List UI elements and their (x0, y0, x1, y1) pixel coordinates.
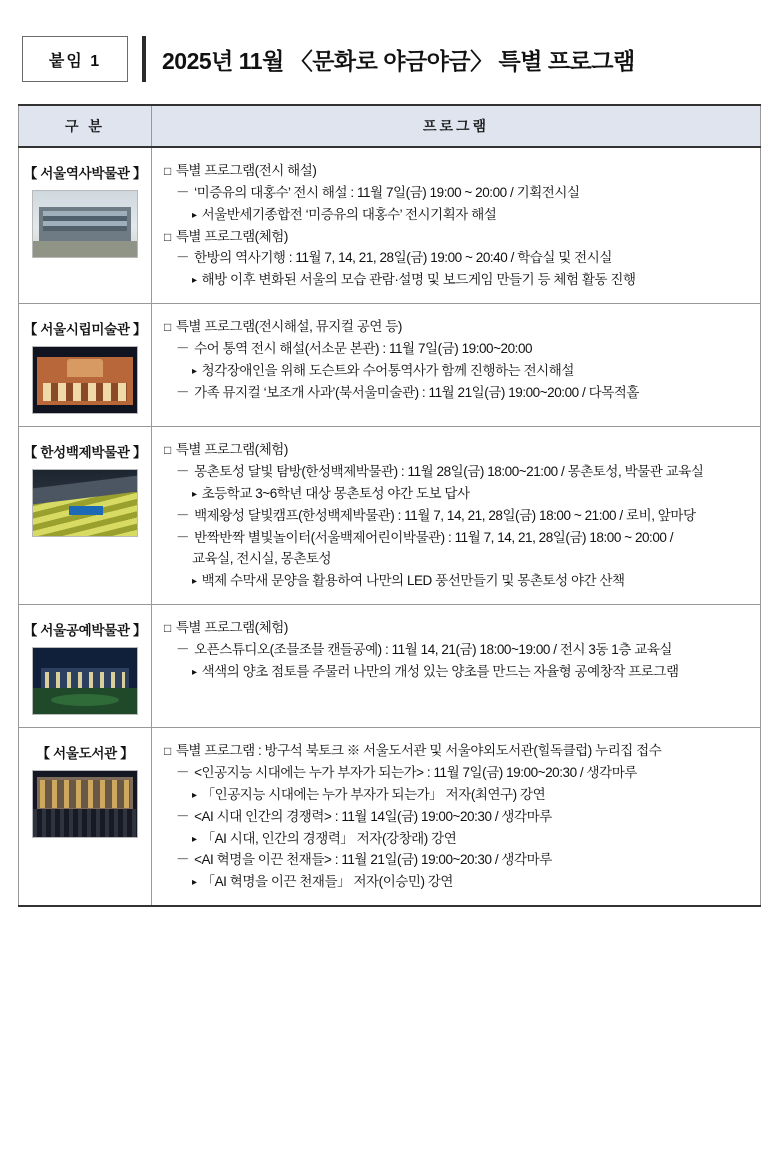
attachment-label: 붙임 1 (22, 36, 128, 82)
square-bullet-icon: □ (164, 320, 171, 335)
category-cell (19, 427, 152, 605)
dash-bullet-icon: － (176, 464, 190, 480)
museum-photo-seoul-art (32, 346, 138, 414)
museum-photo-hanseong-baekje (32, 469, 138, 537)
library-photo-seoul (32, 770, 138, 838)
column-header-program: 프로그램 (152, 105, 761, 147)
table-row (19, 147, 761, 304)
square-bullet-icon: □ (164, 229, 171, 244)
museum-photo-seoul-history (32, 190, 138, 258)
program-line: － 가족 뮤지컬 ‘보조개 사과’(북서울미술관) : 11월 21일(금) 19:00~20:00 / 다목적홀 (164, 382, 752, 404)
triangle-bullet-icon: ▸ (192, 275, 197, 287)
program-line: ▸ 「AI 혁명을 이끈 천재들」 저자(이승민) 강연 (164, 871, 752, 893)
program-cell (152, 304, 761, 427)
dash-bullet-icon: － (176, 765, 190, 781)
category-cell (19, 728, 152, 907)
category-cell (19, 304, 152, 427)
dash-bullet-icon: － (176, 529, 190, 545)
program-line: □ 특별 프로그램(전시해설, 뮤지컬 공연 등) (164, 316, 752, 338)
program-line: － 한방의 역사기행 : 11월 7, 14, 21, 28일(금) 19:00 ~ 20:40 / 학습실 및 전시실 (164, 247, 752, 269)
program-line: ▸ 「인공지능 시대에는 누가 부자가 되는가」 저자(최연구) 강연 (164, 784, 752, 806)
category-cell (19, 147, 152, 304)
category-name: 【 서울역사박물관 】 (23, 166, 147, 181)
dash-bullet-icon: － (176, 341, 190, 357)
program-line: － 백제왕성 달빛캠프(한성백제박물관) : 11월 7, 14, 21, 28일(금) 18:00 ~ 21:00 / 로비, 앞마당 (164, 505, 752, 527)
square-bullet-icon: □ (164, 621, 171, 636)
page-title: 2025년 11월 〈문화로 야금야금〉 특별 프로그램 (162, 47, 635, 74)
dash-bullet-icon: － (176, 507, 190, 523)
program-line: □ 특별 프로그램(체험) (164, 439, 752, 461)
category-name: 【 서울공예박물관 】 (23, 623, 147, 639)
dash-bullet-icon: － (176, 808, 190, 824)
program-line: － 반짝반짝 별빛놀이터(서울백제어린이박물관) : 11월 7, 14, 21, 28일(금) 18:00 ~ 20:00 / (164, 527, 752, 549)
table-body (19, 147, 761, 906)
dash-bullet-icon: － (176, 384, 190, 400)
square-bullet-icon: □ (164, 164, 171, 178)
program-line: ▸ 서울반세기종합전 ‘미증유의 대홍수’ 전시기획자 해설 (164, 204, 752, 226)
triangle-bullet-icon: ▸ (192, 666, 197, 678)
program-line: － 몽촌토성 달빛 탐방(한성백제박물관) : 11월 28일(금) 18:00~21:00 / 몽촌토성, 박물관 교육실 (164, 461, 752, 483)
triangle-bullet-icon: ▸ (192, 365, 197, 377)
dash-bullet-icon: － (176, 250, 190, 266)
program-line: ▸ 「AI 시대, 인간의 경쟁력」 저자(강창래) 강연 (164, 828, 752, 850)
square-bullet-icon: □ (164, 744, 171, 759)
table-header-row (19, 105, 761, 147)
triangle-bullet-icon: ▸ (192, 488, 197, 500)
program-line: － ‘미증유의 대홍수’ 전시 해설 : 11월 7일(금) 19:00 ~ 20:00 / 기획전시실 (164, 182, 752, 204)
column-header-category: 구 분 (19, 105, 152, 147)
dash-bullet-icon: － (176, 852, 190, 868)
program-line: － 오픈스튜디오(조믈조믈 캔들공예) : 11월 14, 21(금) 18:00~19:00 / 전시 3동 1층 교육실 (164, 639, 752, 661)
category-name: 【 한성백제박물관 】 (23, 445, 147, 461)
table-row (19, 728, 761, 907)
program-cell (152, 427, 761, 605)
program-line: ▸ 청각장애인을 위해 도슨트와 수어통역사가 함께 진행하는 전시해설 (164, 360, 752, 382)
category-cell (19, 605, 152, 728)
square-bullet-icon: □ (164, 443, 171, 458)
dash-bullet-icon: － (176, 642, 190, 658)
program-table (18, 104, 761, 907)
table-row (19, 427, 761, 605)
program-line: － 수어 통역 전시 해설(서소문 본관) : 11월 7일(금) 19:00~20:00 (164, 338, 752, 360)
document-header (22, 36, 757, 82)
program-cell (152, 605, 761, 728)
program-cell (152, 147, 761, 304)
program-line: ▸ 색색의 양초 점토를 주물러 나만의 개성 있는 양초를 만드는 자율형 공예창작 프로그램 (164, 661, 752, 683)
program-line: □ 특별 프로그램(전시 해설) (164, 160, 752, 182)
category-name: 【 서울시립미술관 】 (23, 322, 147, 338)
table-row (19, 304, 761, 427)
triangle-bullet-icon: ▸ (192, 833, 197, 845)
triangle-bullet-icon: ▸ (192, 877, 197, 889)
program-line: □ 특별 프로그램(체험) (164, 617, 752, 639)
program-line: － <인공지능 시대에는 누가 부자가 되는가> : 11월 7일(금) 19:00~20:30 / 생각마루 (164, 762, 752, 784)
program-line: － <AI 혁명을 이끈 천재들> : 11월 21일(금) 19:00~20:30 / 생각마루 (164, 849, 752, 871)
dash-bullet-icon: － (176, 184, 190, 200)
page-title-wrap (142, 36, 757, 82)
museum-photo-seoul-craft (32, 647, 138, 715)
category-name: 【 서울도서관 】 (36, 746, 134, 762)
triangle-bullet-icon: ▸ (192, 576, 197, 588)
triangle-bullet-icon: ▸ (192, 789, 197, 801)
program-line: □ 특별 프로그램(체험) (164, 226, 752, 248)
program-cell (152, 728, 761, 907)
program-line: ▸ 해방 이후 변화된 서울의 모습 관람·설명 및 보드게임 만들기 등 체험 활동 진행 (164, 269, 752, 291)
program-line: ▸ 백제 수막새 문양을 활용하여 나만의 LED 풍선만들기 및 몽촌토성 야간 산책 (164, 570, 752, 592)
program-line: － <AI 시대 인간의 경쟁력> : 11월 14일(금) 19:00~20:30 / 생각마루 (164, 806, 752, 828)
program-line-continuation: 교육실, 전시실, 몽촌토성 (192, 551, 332, 567)
program-line: ▸ 초등학교 3~6학년 대상 몽촌토성 야간 도보 답사 (164, 483, 752, 505)
triangle-bullet-icon: ▸ (192, 209, 197, 221)
table-row (19, 605, 761, 728)
program-line: □ 특별 프로그램 : 방구석 북토크 ※ 서울도서관 및 서울야외도서관(힐독클럽) 누리집 접수 (164, 740, 752, 762)
